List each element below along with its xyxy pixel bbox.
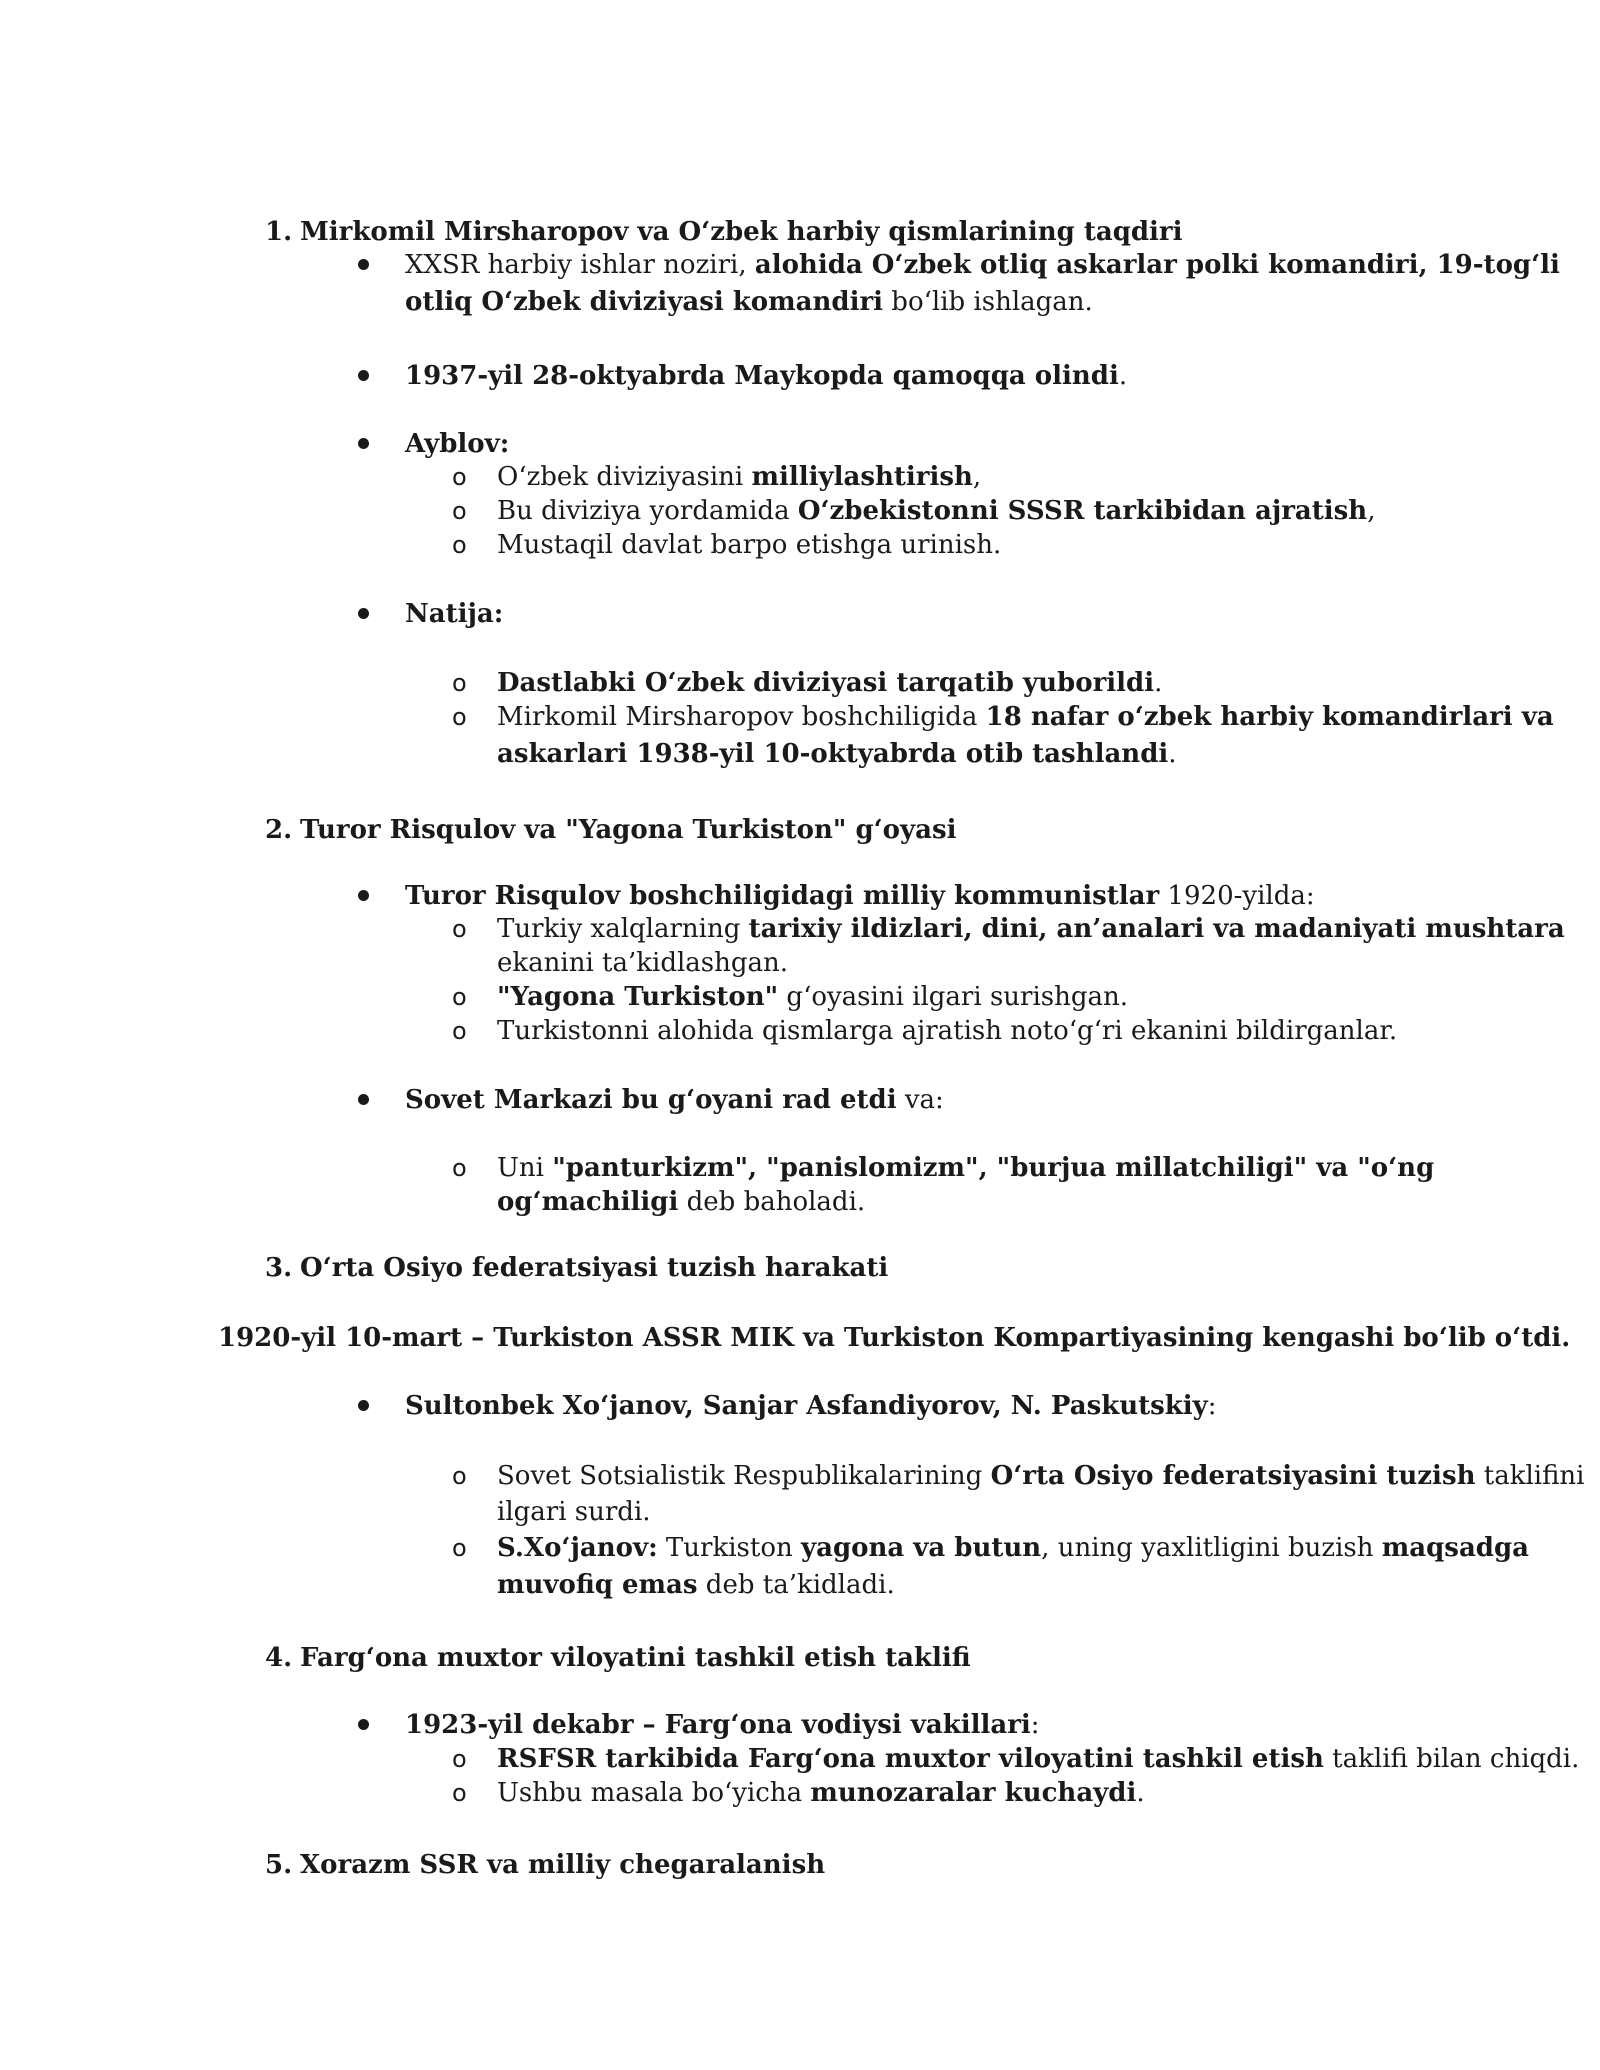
- section-number: 4.: [265, 1643, 293, 1673]
- bullet-marker: [358, 438, 369, 449]
- sub-item-line: [497, 1458, 1585, 1494]
- bullet-marker: [358, 370, 369, 381]
- text-run: munozaralar kuchaydi: [810, 1778, 1137, 1808]
- text-run: g‘oyasini ilgari surishgan.: [778, 982, 1129, 1012]
- sub-item-line: Mustaqil davlat barpo etishga urinish.: [497, 530, 1002, 560]
- section-title: Farg‘ona muxtor viloyatini tashkil etish taklifi: [300, 1643, 971, 1673]
- text-run: Dastlabki O‘zbek diviziyasi tarqatib yuborildi: [497, 668, 1155, 698]
- section-intro: 1920-yil 10-mart – Turkiston ASSR MIK va Turkiston Kompartiyasining kengashi bo‘lib o‘tdi.: [218, 1323, 1571, 1353]
- bullet-marker: [358, 890, 369, 901]
- text-run: deb ta’kidladi.: [697, 1570, 895, 1600]
- sub-item-line: [497, 979, 1128, 1015]
- section-number: 1.: [265, 217, 293, 247]
- section-number: 3.: [265, 1253, 293, 1283]
- sub-bullet-marker: o: [452, 1534, 467, 1562]
- text-run: og‘machiligi: [497, 1187, 679, 1217]
- bullet-item-line: [405, 878, 1315, 914]
- text-run: otliq O‘zbek diviziyasi komandiri: [405, 287, 884, 317]
- text-run: 1937-yil 28-oktyabrda Maykopda qamoqqa olindi: [405, 361, 1119, 391]
- text-run: 1920-yilda:: [1159, 881, 1315, 911]
- bullet-item-line: [405, 1707, 1040, 1743]
- text-run: Bu diviziya yordamida: [497, 496, 798, 526]
- text-run: .: [1118, 361, 1128, 391]
- sub-item-line: [497, 493, 1375, 529]
- bullet-item-line: [405, 1388, 1217, 1424]
- text-run: .: [1136, 1778, 1145, 1808]
- sub-bullet-marker: o: [452, 531, 467, 559]
- sub-item-line: [497, 911, 1565, 947]
- text-run: RSFSR tarkibida Farg‘ona muxtor viloyatini tashkil etish: [497, 1744, 1324, 1774]
- text-run: alohida O‘zbek otliq askarlar polki komandiri, 19-tog‘li: [754, 250, 1560, 280]
- sub-item-line: [497, 1741, 1579, 1777]
- text-run: :: [1207, 1391, 1217, 1421]
- section-title: Mirkomil Mirsharopov va O‘zbek harbiy qismlarining taqdiri: [300, 217, 1183, 247]
- text-run: :: [1030, 1710, 1040, 1740]
- text-run: Turor Risqulov boshchiligidagi milliy kommunistlar: [405, 881, 1160, 911]
- sub-bullet-marker: o: [452, 1017, 467, 1045]
- text-run: va:: [896, 1085, 944, 1115]
- text-run: maqsadga: [1381, 1533, 1529, 1563]
- text-run: taklifi bilan chiqdi.: [1323, 1744, 1580, 1774]
- text-run: ,: [972, 462, 982, 492]
- text-run: O‘rta Osiyo federatsiyasini tuzish: [990, 1461, 1476, 1491]
- section-title: Xorazm SSR va milliy chegaralanish: [300, 1850, 826, 1880]
- section-number: 5.: [265, 1850, 293, 1880]
- text-run: Ushbu masala bo‘yicha: [497, 1778, 811, 1808]
- sub-item-line: [497, 665, 1162, 701]
- bullet-item-line: [405, 358, 1127, 394]
- section-title: Turor Risqulov va "Yagona Turkiston" g‘oyasi: [300, 815, 957, 845]
- bullet-marker: [358, 1094, 369, 1105]
- text-run: askarlari 1938-yil 10-oktyabrda otib tashlandi: [497, 739, 1169, 769]
- sub-item-line: ekanini ta’kidlashgan.: [497, 948, 789, 978]
- text-run: Uni: [497, 1153, 553, 1183]
- text-run: .: [1168, 739, 1177, 769]
- text-run: deb baholadi.: [678, 1187, 866, 1217]
- text-run: bo‘lib ishlagan.: [883, 287, 1093, 317]
- sub-item-line: [497, 736, 1177, 772]
- text-run: 1923-yil dekabr – Farg‘ona vodiysi vakillari: [405, 1710, 1031, 1740]
- text-run: .: [1154, 668, 1163, 698]
- text-run: Turkiston: [657, 1533, 801, 1563]
- text-run: O‘zbek diviziyasini: [497, 462, 752, 492]
- text-run: ,: [1367, 496, 1376, 526]
- text-run: Sovet Markazi bu g‘oyani rad etdi: [405, 1085, 897, 1115]
- sub-item-line: Turkistonni alohida qismlarga ajratish noto‘g‘ri ekanini bildirganlar.: [497, 1016, 1398, 1046]
- sub-item-line: [497, 1567, 895, 1603]
- sub-bullet-marker: o: [452, 669, 467, 697]
- text-run: muvofiq emas: [497, 1570, 698, 1600]
- sub-bullet-marker: o: [452, 915, 467, 943]
- section-title: O‘rta Osiyo federatsiyasi tuzish harakati: [300, 1253, 889, 1283]
- text-run: S.Xo‘janov:: [497, 1533, 658, 1563]
- text-run: milliylashtirish: [751, 462, 973, 492]
- sub-bullet-marker: o: [452, 497, 467, 525]
- sub-item-line: ilgari surdi.: [497, 1497, 651, 1527]
- bullet-marker: [358, 1719, 369, 1730]
- text-run: "Yagona Turkiston": [497, 982, 779, 1012]
- sub-bullet-marker: o: [452, 1779, 467, 1807]
- text-run: Mirkomil Mirsharopov boshchiligida: [497, 702, 986, 732]
- bullet-label: Ayblov:: [405, 429, 510, 459]
- sub-bullet-marker: o: [452, 1154, 467, 1182]
- section-number: 2.: [265, 815, 293, 845]
- sub-bullet-marker: o: [452, 1745, 467, 1773]
- bullet-marker: [358, 608, 369, 619]
- sub-item-line: [497, 1530, 1529, 1566]
- bullet-label: Natija:: [405, 599, 504, 629]
- bullet-marker: [358, 1400, 369, 1411]
- text-run: yagona va butun: [800, 1533, 1042, 1563]
- bullet-item-line: [405, 247, 1560, 283]
- sub-bullet-marker: o: [452, 703, 467, 731]
- text-run: "panturkizm", "panislomizm", "burjua millatchiligi" va "o‘ng: [552, 1153, 1435, 1183]
- sub-bullet-marker: o: [452, 1462, 467, 1490]
- text-run: XXSR harbiy ishlar noziri,: [405, 250, 755, 280]
- sub-item-line: [497, 1150, 1434, 1186]
- sub-item-line: [497, 1775, 1145, 1811]
- sub-item-line: [497, 699, 1554, 735]
- sub-bullet-marker: o: [452, 463, 467, 491]
- text-run: Sultonbek Xo‘janov, Sanjar Asfandiyorov, N. Paskutskiy: [405, 1391, 1208, 1421]
- text-run: Sovet Sotsialistik Respublikalarining: [497, 1461, 991, 1491]
- text-run: O‘zbekistonni SSSR tarkibidan ajratish: [797, 496, 1368, 526]
- bullet-marker: [358, 259, 369, 270]
- sub-item-line: [497, 459, 981, 495]
- text-run: tarixiy ildizlari, dini, an’analari va madaniyati mushtara: [748, 914, 1565, 944]
- text-run: Turkiy xalqlarning: [497, 914, 749, 944]
- text-run: taklifini: [1475, 1461, 1585, 1491]
- text-run: , uning yaxlitligini buzish: [1041, 1533, 1382, 1563]
- sub-item-line: [497, 1184, 865, 1220]
- bullet-item-line: [405, 284, 1093, 320]
- sub-bullet-marker: o: [452, 983, 467, 1011]
- text-run: 18 nafar o‘zbek harbiy komandirlari va: [985, 702, 1554, 732]
- bullet-item-line: [405, 1082, 944, 1118]
